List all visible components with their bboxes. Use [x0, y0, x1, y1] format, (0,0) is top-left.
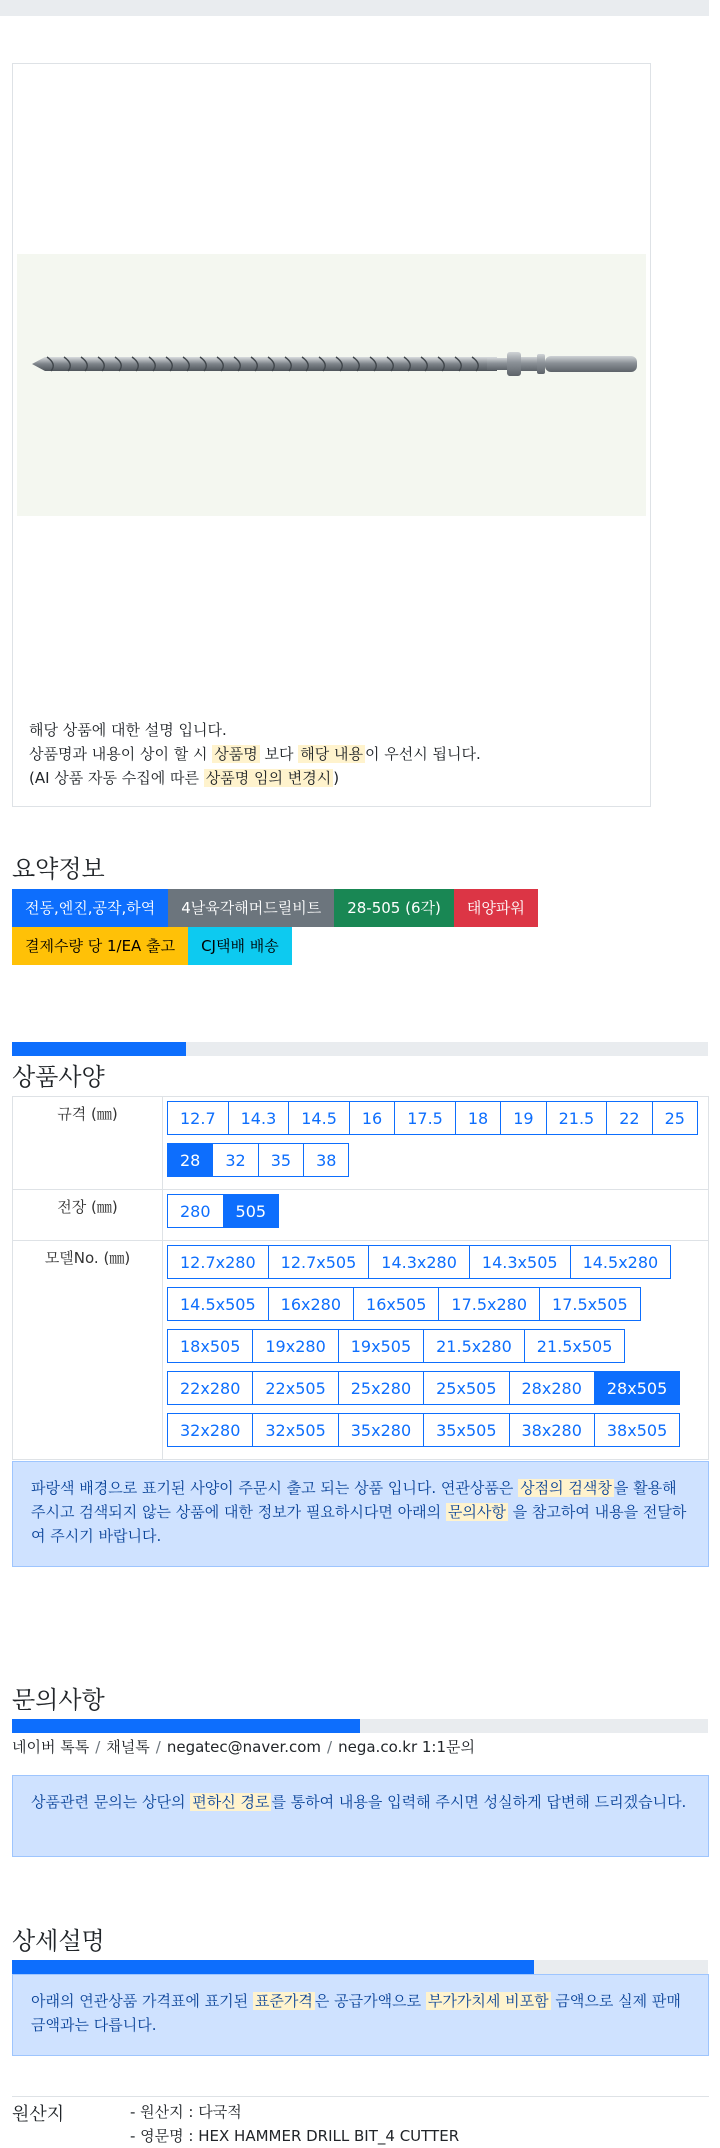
drill-bit-illustration	[17, 254, 646, 516]
spec-option-chip[interactable]: 14.3x280	[368, 1245, 470, 1279]
product-description	[29, 718, 481, 790]
contact-link[interactable]: nega.co.kr 1:1문의	[338, 1738, 475, 1756]
spec-option-chip[interactable]: 14.5	[288, 1101, 350, 1135]
spec-option-chip[interactable]: 32x505	[252, 1413, 338, 1447]
origin-line: - 영문명 : HEX HAMMER DRILL BIT_4 CUTTER	[130, 2127, 460, 2145]
inquiry-progress	[12, 1719, 708, 1733]
notice-text: 를 통하여 내용을 입력해 주시면 성실하게 답변해 드리겠습니다.	[271, 1793, 687, 1811]
spec-table-wrap	[12, 1096, 709, 1460]
notice-text: 보다	[259, 745, 299, 763]
spec-option-chip[interactable]: 14.3x505	[469, 1245, 571, 1279]
origin-label: 원산지	[12, 2104, 65, 2125]
breadcrumb-separator: /	[327, 1738, 333, 1756]
notice-text: 아래의 연관상품 가격표에 표기된	[31, 1992, 253, 2010]
spec-option-chip[interactable]: 21.5x505	[524, 1329, 626, 1363]
spec-row	[13, 1241, 709, 1460]
spec-option-chip[interactable]: 16x505	[353, 1287, 439, 1321]
highlight-text: 상품명 임의 변경시	[205, 769, 332, 787]
breadcrumb-separator: /	[95, 1738, 101, 1756]
notice-text: 금액으로 실제 판매금액과는 다릅니다.	[31, 1992, 681, 2034]
summary-title: 요약정보	[12, 855, 105, 883]
notice-text: 해당 상품에 대한 설명 입니다.	[29, 721, 227, 739]
spec-label: 모델No. (㎜)	[13, 1241, 163, 1460]
inquiry-title: 문의사항	[12, 1686, 105, 1714]
notice-text: 은 공급가액으로	[314, 1992, 426, 2010]
summary-badge: 전동,엔진,공작,하역	[12, 889, 168, 927]
spec-option-chip[interactable]: 19	[500, 1101, 546, 1135]
spec-option-chip[interactable]: 28x280	[509, 1371, 595, 1405]
summary-badge: 4날육각해머드릴비트	[168, 889, 334, 927]
spec-option-chip[interactable]: 38x280	[509, 1413, 595, 1447]
spec-option-chip[interactable]: 17.5x505	[539, 1287, 641, 1321]
summary-badge: 결제수량 당 1/EA 출고	[12, 927, 188, 965]
spec-option-chip[interactable]: 28x505	[594, 1371, 680, 1405]
notice-text: (AI 상품 자동 수집에 따른	[29, 769, 204, 787]
highlight-text: 상품명	[214, 745, 258, 763]
spec-option-chip[interactable]: 35	[258, 1143, 304, 1177]
summary-badge: CJ택배 배송	[188, 927, 292, 965]
contact-breadcrumb	[12, 1736, 475, 1757]
spec-label: 전장 (㎜)	[13, 1190, 163, 1241]
summary-badges-row1	[12, 889, 712, 927]
detail-title: 상세설명	[12, 1927, 105, 1955]
spec-progress	[12, 1042, 708, 1056]
spec-values	[163, 1241, 709, 1460]
spec-option-chip[interactable]: 22	[606, 1101, 652, 1135]
contact-link[interactable]: 네이버 톡톡	[12, 1738, 90, 1756]
highlight-text: 표준가격	[254, 1992, 313, 2010]
spec-label: 규격 (㎜)	[13, 1097, 163, 1190]
notice-text: 상품관련 문의는 상단의	[31, 1793, 191, 1811]
summary-badges-row2	[12, 927, 712, 965]
origin-divider	[12, 2096, 709, 2097]
highlight-text: 문의사항	[447, 1503, 506, 1521]
spec-option-chip[interactable]: 505	[223, 1194, 280, 1228]
spec-option-chip[interactable]: 21.5x280	[423, 1329, 525, 1363]
spec-option-chip[interactable]: 38x505	[594, 1413, 680, 1447]
spec-option-chip[interactable]: 14.3	[228, 1101, 290, 1135]
notice-text: 을 활용해 주시고 검색되지 않는 상품에 대한 정보가 필요하시다면 아래의	[31, 1479, 677, 1521]
spec-option-chip[interactable]: 16	[349, 1101, 395, 1135]
spec-option-chip[interactable]: 18	[455, 1101, 501, 1135]
highlight-text: 편하신 경로	[192, 1793, 270, 1811]
breadcrumb-separator: /	[155, 1738, 161, 1756]
spec-option-chip[interactable]: 19x505	[338, 1329, 424, 1363]
summary-badge: 태양파워	[454, 889, 538, 927]
spec-option-chip[interactable]: 16x280	[268, 1287, 354, 1321]
spec-option-chip[interactable]: 17.5x280	[438, 1287, 540, 1321]
spec-option-chip[interactable]: 12.7x280	[167, 1245, 269, 1279]
spec-option-chip[interactable]: 280	[167, 1194, 224, 1228]
spec-option-chip[interactable]: 35x280	[338, 1413, 424, 1447]
inquiry-progress-fill	[12, 1719, 360, 1733]
notice-text: 상품명과 내용이 상이 할 시	[29, 745, 213, 763]
spec-option-chip[interactable]: 25x280	[338, 1371, 424, 1405]
spec-progress-fill	[12, 1042, 186, 1056]
detail-progress	[12, 1960, 708, 1974]
product-card	[12, 63, 651, 807]
spec-option-chip[interactable]: 28	[167, 1143, 213, 1177]
spec-option-chip[interactable]: 32x280	[167, 1413, 253, 1447]
notice-text: 이 우선시 됩니다.	[364, 745, 481, 763]
product-image	[17, 254, 646, 516]
description-line	[29, 742, 481, 766]
description-line	[29, 766, 481, 790]
notice-text: 을 참고하여 내용을 전달하여 주시기 바랍니다.	[31, 1503, 687, 1545]
spec-values	[163, 1097, 709, 1190]
inquiry-notice	[12, 1775, 709, 1857]
spec-option-chip[interactable]: 32	[212, 1143, 258, 1177]
spec-option-chip[interactable]: 21.5	[546, 1101, 608, 1135]
contact-link[interactable]: 채널톡	[106, 1738, 150, 1756]
highlight-text: 부가가치세 비포함	[427, 1992, 549, 2010]
spec-option-chip[interactable]: 19x280	[252, 1329, 338, 1363]
highlight-text: 해당 내용	[300, 745, 363, 763]
spec-option-chip[interactable]: 38	[303, 1143, 349, 1177]
spec-option-chip[interactable]: 14.5x280	[570, 1245, 672, 1279]
origin-line: - 원산지 : 다국적	[130, 2103, 242, 2121]
spec-row	[13, 1190, 709, 1241]
detail-progress-fill	[12, 1960, 534, 1974]
spec-notice	[12, 1461, 709, 1567]
spec-option-chip[interactable]: 25	[652, 1101, 698, 1135]
spec-option-chip[interactable]: 35x505	[423, 1413, 509, 1447]
spec-title: 상품사양	[12, 1063, 105, 1091]
spec-row	[13, 1097, 709, 1190]
spec-option-chip[interactable]: 25x505	[423, 1371, 509, 1405]
spec-values	[163, 1190, 709, 1241]
description-line	[29, 718, 481, 742]
notice-text: )	[333, 769, 340, 787]
spec-option-chip[interactable]: 22x505	[252, 1371, 338, 1405]
origin-lines	[130, 2100, 459, 2148]
spec-option-chip[interactable]: 14.5x505	[167, 1287, 269, 1321]
top-bar	[0, 0, 709, 16]
detail-notice	[12, 1974, 709, 2056]
spec-table	[12, 1096, 709, 1460]
spec-option-chip[interactable]: 22x280	[167, 1371, 253, 1405]
spec-option-chip[interactable]: 18x505	[167, 1329, 253, 1363]
spec-option-chip[interactable]: 12.7	[167, 1101, 229, 1135]
highlight-text: 상점의 검색창	[520, 1479, 612, 1497]
spec-option-chip[interactable]: 12.7x505	[268, 1245, 370, 1279]
contact-link[interactable]: negatec@naver.com	[166, 1738, 322, 1756]
notice-text: 파랑색 배경으로 표기된 사양이 주문시 출고 되는 상품 입니다. 연관상품은	[31, 1479, 519, 1497]
summary-badge: 28-505 (6각)	[334, 889, 454, 927]
spec-option-chip[interactable]: 17.5	[394, 1101, 456, 1135]
